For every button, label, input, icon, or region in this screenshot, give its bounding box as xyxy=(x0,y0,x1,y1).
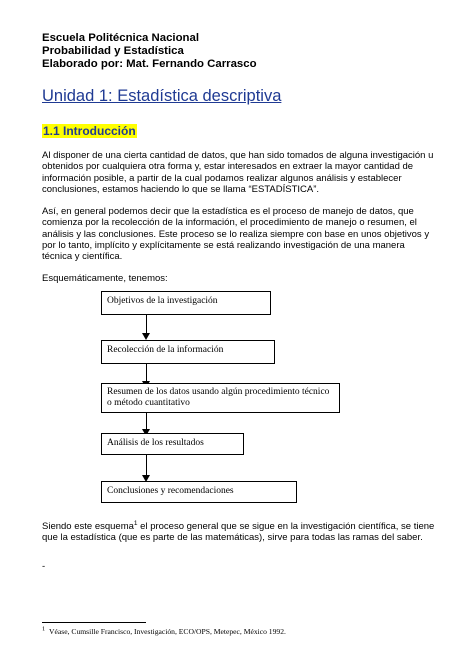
header-institution: Escuela Politécnica Nacional xyxy=(42,32,200,44)
paragraph-line xyxy=(42,521,444,532)
flow-arrow xyxy=(146,455,147,476)
paragraph-line: obtenidos por cualquiera otra forma y, estar interesados en extraer la mayor cantidad de xyxy=(42,161,414,173)
footnote xyxy=(42,627,286,636)
footnote-text: Véase, Cumsille Francisco, Investigación, ECO/OPS, Metepec, México 1992. xyxy=(49,627,286,636)
flow-arrow xyxy=(146,413,147,430)
paragraph-intro xyxy=(42,150,444,195)
flow-step-analysis: Análisis de los resultados xyxy=(101,433,244,455)
paragraph-line: conclusiones, estamos haciendo lo que se llama “ESTADÍSTICA”. xyxy=(42,183,320,195)
unit-title: Unidad 1: Estadística descriptiva xyxy=(42,87,282,105)
flow-step-objectives: Objetivos de la investigación xyxy=(101,291,271,315)
paragraph-definition xyxy=(42,206,444,262)
footnote-separator xyxy=(42,622,146,623)
closing-text: el proceso general que se sigue en la investigación científica, se tiene xyxy=(137,521,435,532)
footnote-reference[interactable]: 1 xyxy=(133,519,138,527)
flow-step-conclusions: Conclusiones y recomendaciones xyxy=(101,481,297,503)
flow-arrow xyxy=(146,364,147,382)
flow-arrow xyxy=(146,315,147,334)
section-title: 1.1 Introducción xyxy=(43,124,136,138)
paragraph-line: comienza por la recolección de la información, el procedimiento de manejo o resumen, el xyxy=(42,217,417,229)
header-author: Elaborado por: Mat. Fernando Carrasco xyxy=(42,58,257,70)
closing-text: Siendo este esquema xyxy=(42,521,134,532)
schema-intro: Esquemáticamente, tenemos: xyxy=(42,273,168,284)
flow-step-summary: Resumen de los datos usando algún procedimiento técnico o método cuantitativo xyxy=(101,383,340,413)
paragraph-line: que la estadística (que es parte de las matemáticas), sirve para todas las ramas del saber. xyxy=(42,532,423,544)
paragraph-closing xyxy=(42,521,444,544)
footnote-mark: 1 xyxy=(42,625,46,633)
stray-mark: - xyxy=(42,561,46,572)
paragraph-line: Así, en general podemos decir que la estadística es el proceso de manejo de datos, que xyxy=(42,206,414,217)
paragraph-line: análisis y las conclusiones. Este proceso se lo realiza siempre con base en unos objetivos y xyxy=(42,228,430,240)
paragraph-line: técnica y científica. xyxy=(42,251,123,263)
arrow-down-icon xyxy=(142,333,150,340)
paragraph-line: información posible, a partir de la cual podamos realizar algunos análisis y establecer xyxy=(42,172,402,184)
paragraph-line: Al disponer de una cierta cantidad de datos, que han sido tomados de alguna investigación u xyxy=(42,150,434,161)
flow-step-collection: Recolección de la información xyxy=(101,340,275,364)
paragraph-line: por lo tanto, implícito y explícitamente se está realizando investigación de una manera xyxy=(42,239,405,251)
header-course: Probabilidad y Estadística xyxy=(42,45,184,57)
